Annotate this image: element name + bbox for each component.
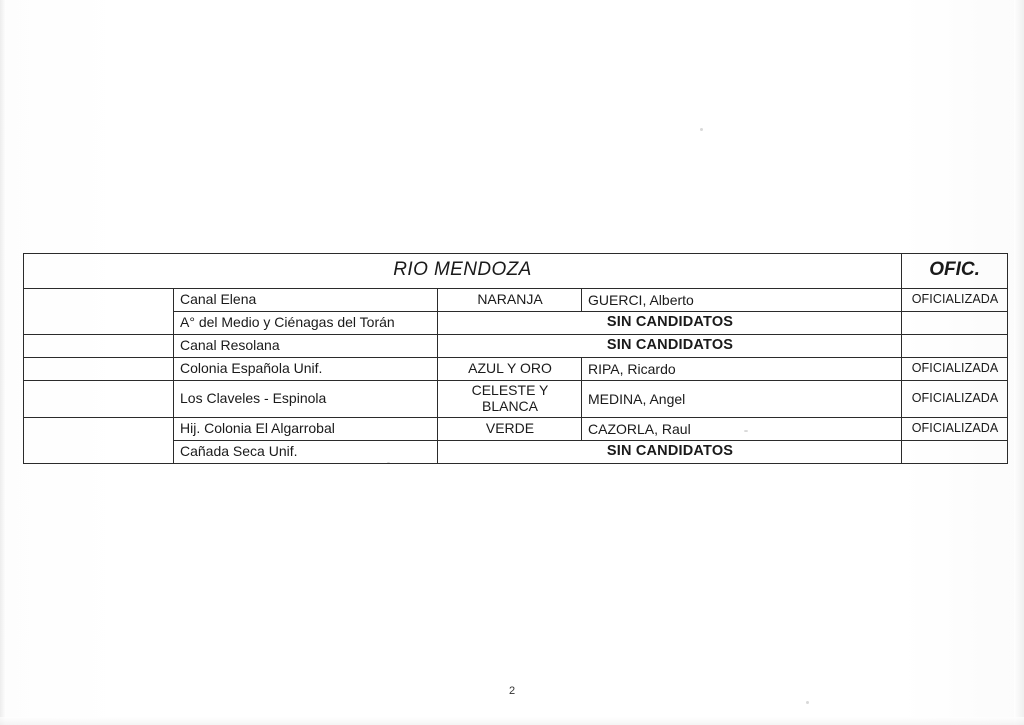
row-name: Hij. Colonia El Algarrobal: [180, 420, 335, 437]
row-blank-text: [24, 367, 173, 370]
row-blank-cell: [24, 418, 174, 464]
row-status-cell: [902, 441, 1008, 464]
table-row: [24, 380, 1008, 417]
row-color-cell: [438, 288, 582, 311]
row-status: OFICIALIZADA: [911, 292, 999, 307]
table-row: [24, 334, 1008, 357]
row-color: AZUL Y ORO: [468, 359, 552, 376]
row-blank-text: [24, 439, 173, 442]
row-blank-cell: [24, 380, 174, 417]
scan-speckle: [700, 128, 703, 131]
row-name-cell: [174, 441, 438, 464]
table-status-header: OFIC.: [929, 259, 980, 280]
row-name-cell: [174, 357, 438, 380]
table-status-header-cell: [902, 254, 1008, 289]
row-candidate: GUERCI, Alberto: [588, 292, 694, 309]
row-color-cell: [438, 418, 582, 441]
row-name-cell: [174, 334, 438, 357]
row-candidate: SIN CANDIDATOS: [606, 337, 734, 353]
row-color: CELESTE Y BLANCA: [471, 381, 549, 414]
table-row: [24, 418, 1008, 441]
row-candidate-cell: [582, 380, 902, 417]
row-blank-cell: [24, 334, 174, 357]
row-candidate-cell: [582, 357, 902, 380]
row-color: NARANJA: [477, 290, 543, 307]
row-name: A° del Medio y Ciénagas del Torán: [180, 314, 395, 331]
row-candidate: MEDINA, Angel: [588, 391, 686, 408]
table-row: [24, 357, 1008, 380]
row-name: Los Claveles - Espinola: [180, 390, 327, 407]
row-status: OFICIALIZADA: [911, 361, 999, 376]
table-row: [24, 288, 1008, 311]
row-blank-cell: [24, 357, 174, 380]
row-no-candidates-cell: [438, 334, 902, 357]
row-candidate-cell: [582, 288, 902, 311]
row-blank-text: [24, 397, 173, 400]
row-name: Canal Resolana: [180, 337, 280, 354]
row-status-cell: [902, 357, 1008, 380]
row-status: [902, 321, 1007, 324]
row-blank-cell: [24, 288, 174, 334]
row-name-cell: [174, 418, 438, 441]
row-no-candidates-cell: [438, 441, 902, 464]
row-name: Cañada Seca Unif.: [180, 443, 298, 460]
row-color: VERDE: [485, 419, 535, 436]
scan-edge-left: [0, 0, 6, 725]
table-title: RIO MENDOZA: [393, 259, 532, 280]
row-blank-text: [24, 344, 173, 347]
scan-speckle: [806, 701, 809, 704]
row-status-cell: [902, 311, 1008, 334]
row-color-cell: [438, 380, 582, 417]
row-status: OFICIALIZADA: [911, 421, 999, 436]
election-table: [23, 253, 1008, 464]
row-candidate: CAZORLA, Raul: [588, 421, 691, 438]
row-candidate: SIN CANDIDATOS: [606, 443, 734, 460]
row-status: [902, 344, 1007, 347]
row-candidate: SIN CANDIDATOS: [606, 314, 734, 330]
row-status-cell: [902, 288, 1008, 311]
scan-edge-right: [1014, 0, 1024, 725]
row-candidate: RIPA, Ricardo: [588, 361, 676, 378]
row-name-cell: [174, 311, 438, 334]
row-status: [902, 451, 1007, 454]
page-number: 2: [508, 685, 516, 697]
row-name: Canal Elena: [180, 291, 257, 308]
row-name-cell: [174, 288, 438, 311]
election-table-container: [23, 253, 1007, 464]
row-name: Colonia Española Unif.: [180, 360, 323, 377]
table-header-row: [24, 254, 1008, 289]
row-blank-text: [24, 310, 173, 313]
scan-edge-bottom: [0, 717, 1024, 725]
row-status-cell: [902, 380, 1008, 417]
row-candidate-cell: [582, 418, 902, 441]
table-title-cell: [24, 254, 902, 289]
row-no-candidates-cell: [438, 311, 902, 334]
row-status-cell: [902, 334, 1008, 357]
row-name-cell: [174, 380, 438, 417]
row-status-cell: [902, 418, 1008, 441]
row-status: OFICIALIZADA: [911, 391, 999, 406]
row-color-cell: [438, 357, 582, 380]
